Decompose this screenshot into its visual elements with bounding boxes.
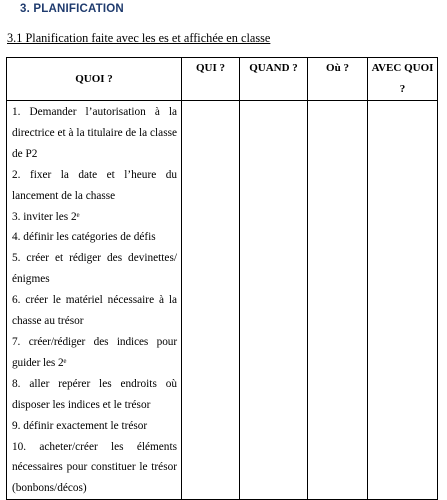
section-subheading: 3.1 Planification faite avec les es et affichée en classe	[7, 31, 271, 45]
planning-table	[6, 57, 438, 500]
qui-cell	[182, 101, 240, 500]
column-header-quand: QUAND ?	[240, 58, 308, 101]
list-item: 1. Demander l’autorisation à la directrice et à la titulaire de la classe de P2	[12, 106, 177, 160]
list-item: 6. créer le matériel nécessaire à la chasse au trésor	[12, 294, 177, 328]
table-header-row	[7, 58, 438, 101]
avec-quoi-cell	[368, 101, 438, 500]
list-item: 2. fixer la date et l’heure du lancement de la chasse	[12, 168, 177, 202]
list-item: 8. aller repérer les endroits où disposer les indices et le trésor	[12, 377, 177, 411]
list-item: 9. définir exactement le trésor	[12, 419, 148, 432]
section-heading: 3. PLANIFICATION	[20, 3, 124, 15]
column-header-quoi: QUOI ?	[7, 58, 182, 101]
list-item: 3. inviter les 2ᵉ	[12, 210, 80, 223]
list-item: 4. définir les catégories de défis	[12, 231, 156, 244]
table-row	[7, 101, 438, 500]
list-item: 7. créer/rédiger des indices pour guider les 2ᵉ	[12, 335, 177, 369]
column-header-qui: QUI ?	[182, 58, 240, 101]
column-header-avec-quoi: AVEC QUOI ?	[368, 58, 438, 101]
quoi-cell	[7, 101, 182, 500]
ou-cell	[308, 101, 368, 500]
quand-cell	[240, 101, 308, 500]
column-header-ou: Où ?	[308, 58, 368, 101]
list-item: 5. créer et rédiger des devinettes/ énigmes	[12, 252, 177, 286]
list-item: 10. acheter/créer les éléments nécessaires pour constituer le trésor (bonbons/décos)	[12, 440, 177, 495]
